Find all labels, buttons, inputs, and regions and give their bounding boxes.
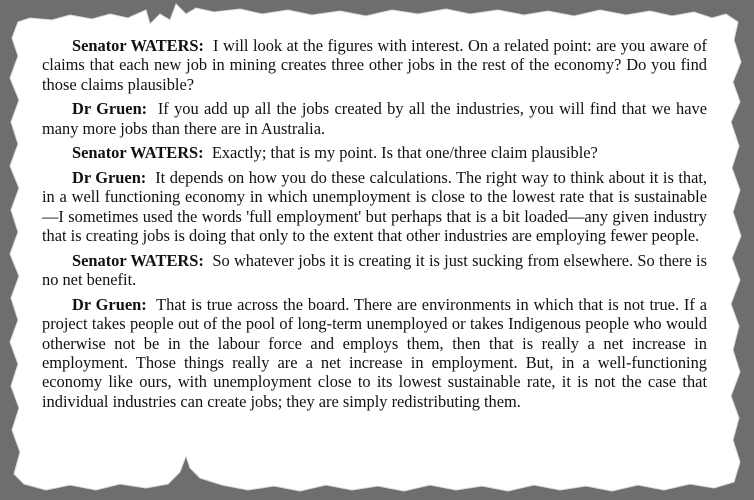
speech-text: Exactly; that is my point. Is that one/three claim plausible? bbox=[211, 143, 598, 163]
speech-text: I will look at the figures with interest. On a related point: are you aware of claims that each new job in mining creates three other jobs in the rest of the economy? Do you find those claims plausible? bbox=[42, 36, 708, 94]
speech-text: If you add up all the jobs created by all the industries, you will find that we have many more jobs than there are in Australia. bbox=[42, 99, 707, 138]
speaker-name: Senator WATERS: bbox=[72, 250, 204, 270]
transcript-paragraph bbox=[42, 295, 707, 411]
hearing-transcript bbox=[42, 36, 707, 416]
speaker-name: Dr Gruen: bbox=[72, 99, 148, 119]
transcript-paragraph bbox=[42, 99, 707, 138]
speech-text: It depends on how you do these calculations. The right way to think about it is that, in a well functioning economy in which unemployment is close to the lowest rate that is sustainable—I sometimes used the words 'full employment' but perhaps that is a bit loaded—any given industry that is creating jobs is doing that only to the extent that other industries are employing fewer people. bbox=[42, 168, 708, 246]
speaker-name: Senator WATERS: bbox=[72, 36, 205, 55]
transcript-paragraph bbox=[42, 251, 707, 290]
transcript-paragraph bbox=[42, 36, 707, 94]
transcript-paragraph bbox=[42, 168, 707, 246]
speech-text: That is true across the board. There are environments in which that is not true. If a project takes people out of the pool of long-term unemployed or takes Indigenous people who would otherwise not be in the labour force and employs them, then that is really a net increase in employment. Those things really are a net increase in employment. But, in a well-functioning economy like ours, with unemployment close to its lowest sustainable rate, it is not the case that individual industries can create jobs; they are simply redistributing them. bbox=[42, 294, 707, 411]
speaker-name: Dr Gruen: bbox=[72, 294, 147, 314]
transcript-paragraph bbox=[42, 143, 707, 162]
speaker-name: Dr Gruen: bbox=[72, 168, 147, 187]
speech-text: So whatever jobs it is creating it is just sucking from elsewhere. So there is no net benefit. bbox=[42, 250, 707, 290]
speaker-name: Senator WATERS: bbox=[72, 143, 204, 163]
